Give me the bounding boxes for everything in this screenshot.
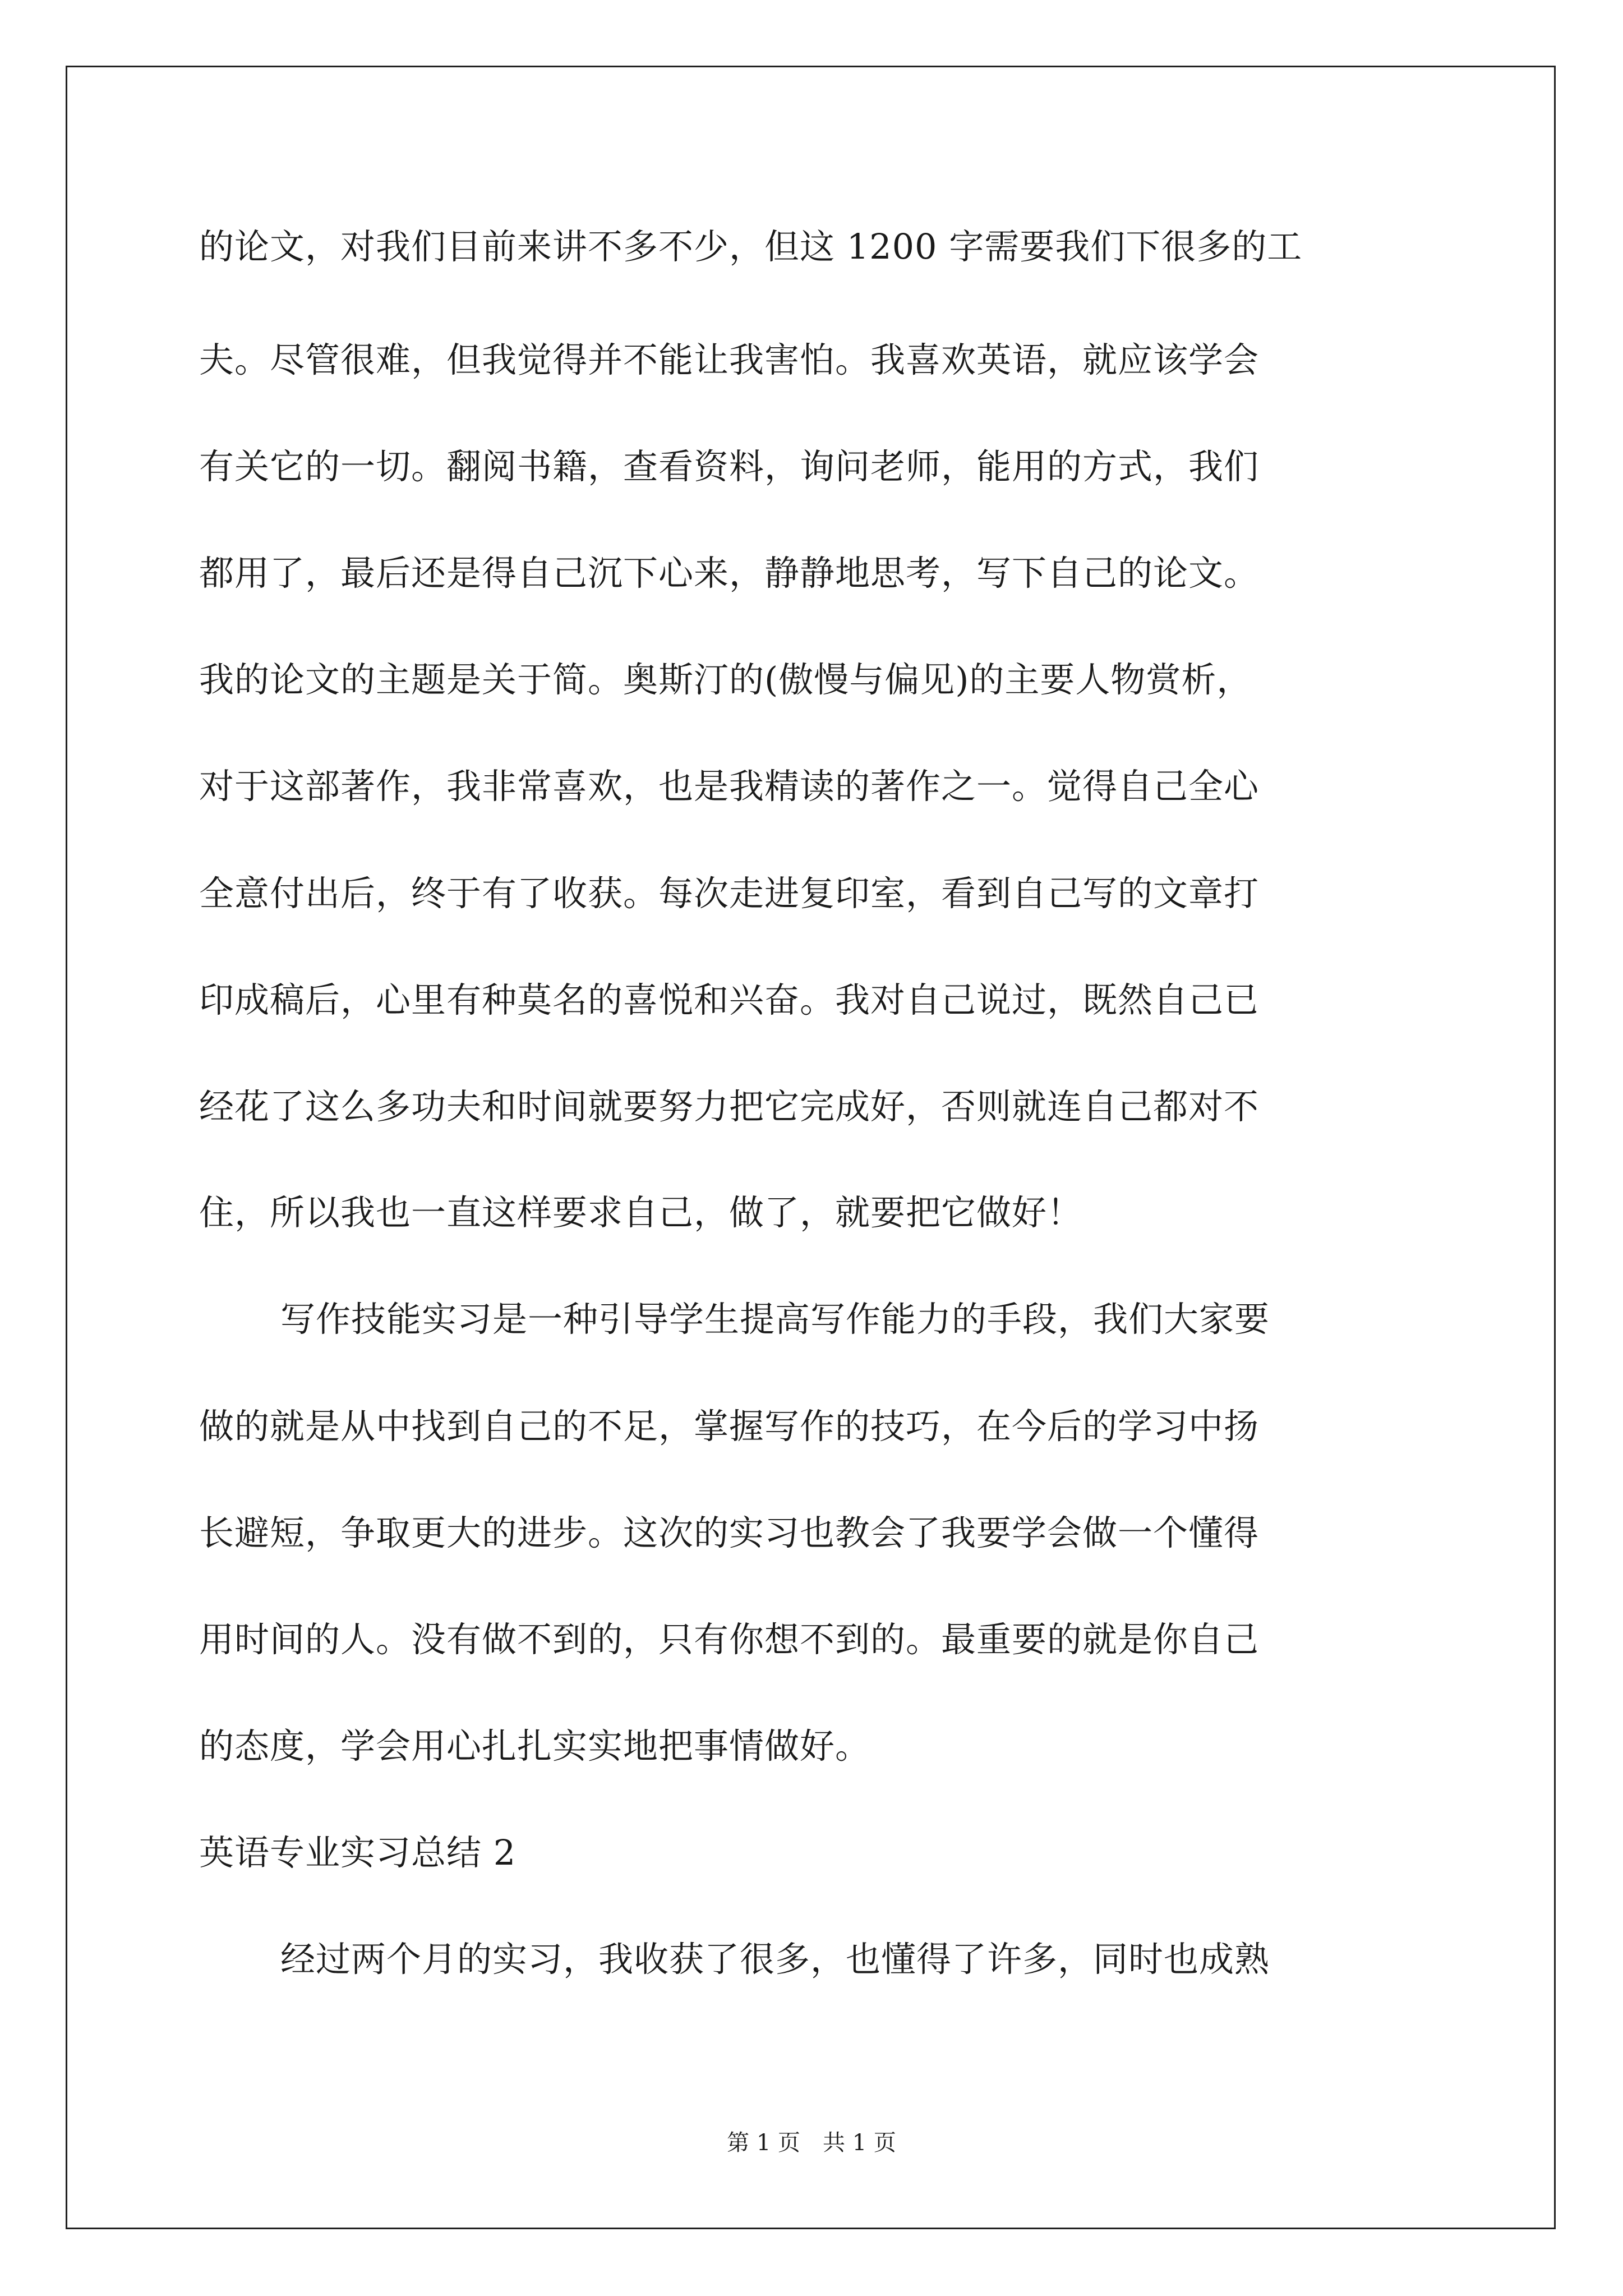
body-text-line: 住，所以我也一直这样要求自己，做了，就要把它做好！ <box>199 1192 1083 1233</box>
page-number-footer: 第 1 页 共 1 页 <box>727 2130 896 2156</box>
section-heading: 英语专业实习总结 2 <box>199 1832 517 1873</box>
body-text-line: 全意付出后，终于有了收获。每次走进复印室，看到自己写的文章打 <box>199 873 1260 914</box>
body-text-line: 的论文，对我们目前来讲不多不少，但这 1200 字需要我们下很多的工 <box>199 226 1303 267</box>
page-border <box>66 66 1556 2229</box>
body-text-line: 都用了，最后还是得自己沉下心来，静静地思考，写下自己的论文。 <box>199 553 1260 593</box>
body-text-line: 夫。尽管很难，但我觉得并不能让我害怕。我喜欢英语，就应该学会 <box>199 339 1260 380</box>
body-text-line: 的态度，学会用心扎扎实实地把事情做好。 <box>199 1726 871 1766</box>
body-text-line: 用时间的人。没有做不到的，只有你想不到的。最重要的就是你自己 <box>199 1619 1260 1660</box>
body-text-line: 有关它的一切。翻阅书籍，查看资料，询问老师，能用的方式，我们 <box>199 446 1260 487</box>
body-text-line: 对于这部著作，我非常喜欢，也是我精读的著作之一。觉得自己全心 <box>199 766 1260 807</box>
body-text-line: 经花了这么多功夫和时间就要努力把它完成好，否则就连自己都对不 <box>199 1086 1260 1127</box>
body-text-line: 做的就是从中找到自己的不足，掌握写作的技巧，在今后的学习中扬 <box>199 1406 1260 1447</box>
body-text-line: 长避短，争取更大的进步。这次的实习也教会了我要学会做一个懂得 <box>199 1512 1260 1553</box>
body-text-line: 我的论文的主题是关于简。奥斯汀的(傲慢与偏见)的主要人物赏析， <box>199 659 1252 700</box>
body-text-line: 印成稿后，心里有种莫名的喜悦和兴奋。我对自己说过，既然自己已 <box>199 979 1260 1020</box>
body-text-line: 写作技能实习是一种引导学生提高写作能力的手段，我们大家要 <box>280 1299 1270 1340</box>
body-text-line: 经过两个月的实习，我收获了很多，也懂得了许多，同时也成熟 <box>280 1939 1270 1980</box>
